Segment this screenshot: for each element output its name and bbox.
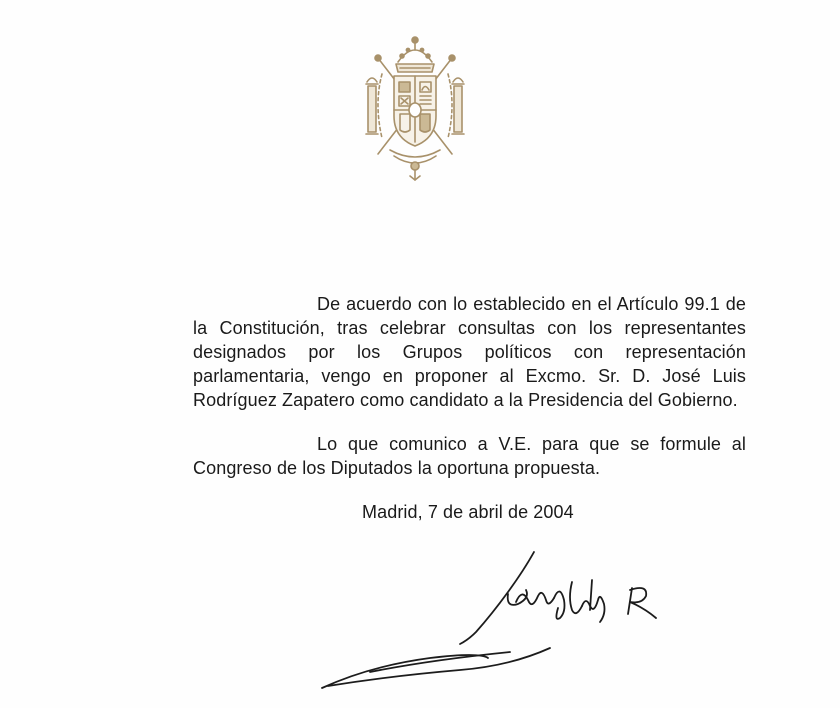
letter-paragraph-2: Lo que comunico a V.E. para que se formule al Congreso de los Diputados la oportuna propuesta. (193, 434, 746, 478)
dateline: Madrid, 7 de abril de 2004 (362, 502, 574, 522)
signature-image (310, 548, 690, 698)
letter-paragraph-1: De acuerdo con lo establecido en el Artículo 99.1 de la Constitución, tras celebrar consultas con los representantes designados por los Grupos políticos con representación parlamentaria, vengo en proponer al Excmo. Sr. D. José Luis Rodríguez Zapatero como candidato a la Presidencia del Gobierno. (193, 294, 746, 410)
royal-coat-of-arms-icon (360, 34, 470, 182)
letter-body (193, 292, 746, 524)
